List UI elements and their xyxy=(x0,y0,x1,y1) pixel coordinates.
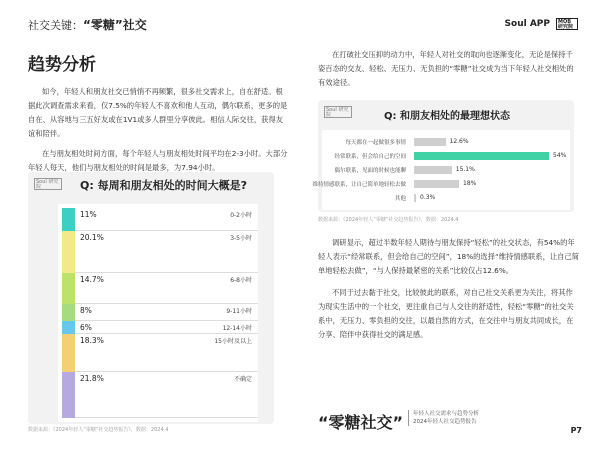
weekly-time-chart xyxy=(28,172,274,424)
right-column-bottom xyxy=(318,236,580,348)
chart-title: Q: 和朋友相处的最理想状态 xyxy=(384,111,510,122)
hbar-row-5 xyxy=(322,192,570,204)
hbar-fill xyxy=(414,152,549,160)
bar-category-label: 3-5小时 xyxy=(230,235,252,243)
bar-value-label: 20.1% xyxy=(80,233,104,243)
right-paragraph-2: 不同于过去黏于社交，比较彼此的联系，对自己社交关系更为关注，将其作为现实生活中的一个社交，更注重自己与人交往的舒适性，轻松“零糖”的社交关系中，无压力、零负担的交往，以最自然的方式，在交往中与朋友共同成长，在分享、陪伴中获得社交的满足感。 xyxy=(318,288,574,339)
page-header xyxy=(28,16,147,33)
header-suffix: 社交 xyxy=(122,18,147,32)
left-column xyxy=(28,50,290,181)
bar-category-label: 0-2小时 xyxy=(230,212,252,219)
bar-value-label: 21.8% xyxy=(80,374,104,384)
right-paragraph-1: 调研显示，超过半数年轻人期待与朋友保持“轻松”的社交状态，有54%的年轻人表示“经常联系，但会给自己的空间”，18%的选择“维持情感联系，让自己简单地轻松去做”，“与人保持最紧密的关系”比较仅占12.6%。 xyxy=(318,238,580,275)
brand-logo: MOB 研究院 xyxy=(556,18,578,30)
chart-source: 数据来源：《2024年轻人“零糖”社交趋势报告》，数据：2024.4 xyxy=(28,427,169,433)
bar-fill xyxy=(62,321,75,334)
header-prefix: 社交关键： xyxy=(28,19,83,32)
hbar-fill xyxy=(414,194,416,202)
hbar-category-label: 其他 xyxy=(394,196,406,202)
header-highlight: “零糖” xyxy=(83,18,123,32)
hbar-row-2 xyxy=(322,150,570,162)
bar-category-label: 不确定 xyxy=(233,376,252,384)
hbar-row-1 xyxy=(322,136,570,148)
hbar-value-label: 18% xyxy=(463,180,477,187)
hbar-value-label: 15.1% xyxy=(455,166,475,173)
footer-desc-line-1: 年轻人社交需求与趋势分析 xyxy=(413,411,480,417)
header-brand xyxy=(505,18,578,30)
hbar-category-label: 每天都在一起做很多事情 xyxy=(345,140,406,146)
footer-brand: “零糖社交” xyxy=(318,413,404,432)
chart-plot-area xyxy=(312,130,570,210)
bar-category-label: 12-14小时 xyxy=(222,325,252,333)
bar-divider xyxy=(75,417,258,418)
chart-logo: Soul 研究院 xyxy=(34,178,62,190)
hbar-row-3 xyxy=(322,164,570,176)
footer-desc-line-2: 2024年轻人社交趋势报告 xyxy=(413,419,477,425)
bar-fill xyxy=(62,273,75,304)
chart-title: Q: 每周和朋友相处的时间大概是? xyxy=(80,179,247,192)
right-paragraph-top: 在打破社交压抑的动力中，年轻人对社交的取向也逐渐变化，无论是保持千姿百态的交友、轻松、无压力、无负担的“零糖”社交成为当下年轻人社交相处的有效途径。 xyxy=(318,50,574,87)
hbar-row-4 xyxy=(312,178,570,190)
bar-segment-6 xyxy=(62,334,258,372)
page-number: P7 xyxy=(570,426,582,435)
hbar-value-label: 12.6% xyxy=(449,138,469,145)
bar-fill xyxy=(62,304,75,321)
bar-value-label: 6% xyxy=(80,323,92,333)
bar-fill xyxy=(62,231,75,273)
left-paragraph-1: 如今，年轻人和朋友社交已悄悄不再频繁，很多社交需求上，自在舒适。根据此次调查需求来看，仅7.5%的年轻人不喜欢和他人互动，偶尔联系，更多的是自在、从容地与三五好友或在1V1或多人群里分享彼此。相信人际交往，获得友谊和陪伴。 xyxy=(28,87,288,138)
bar-segment-3 xyxy=(62,273,258,304)
ideal-state-chart xyxy=(312,100,574,212)
footer-description xyxy=(408,410,479,426)
hbar-category-label: 偶尔联系，见面的时候也能聊 xyxy=(334,168,406,174)
bar-fill xyxy=(62,208,75,231)
hbar-value-label: 0.3% xyxy=(420,194,436,201)
bar-value-label: 14.7% xyxy=(80,275,104,285)
bar-segment-7 xyxy=(62,372,258,418)
right-column-top xyxy=(318,48,580,96)
left-paragraph-2: 在与朋友相处时间方面，每个年轻人与朋友相处时间平均在2-3小时。大部分年轻人每天，他们与朋友相处的时间是最多，为7.94小时。 xyxy=(28,149,288,172)
hbar-fill xyxy=(414,166,452,174)
chart-source: 数据来源：《2024年轻人“零糖”社交趋势报告》，数据：2024.4 xyxy=(318,217,459,223)
bar-segment-4 xyxy=(62,304,258,321)
hbar-category-label: 维持情感联系，让自己简单地轻松去做 xyxy=(312,182,406,188)
bar-segment-2 xyxy=(62,231,258,273)
bar-fill xyxy=(62,372,75,418)
bar-value-label: 8% xyxy=(80,306,92,316)
chart-logo: Soul 研究院 xyxy=(324,106,352,118)
hbar-category-label: 经常联系，但会给自己的空间 xyxy=(334,154,406,160)
hbar-value-label: 54% xyxy=(553,152,567,159)
brand-name: Soul APP xyxy=(504,19,550,29)
bar-category-label: 6-8小时 xyxy=(230,277,252,285)
hbar-fill xyxy=(414,138,446,146)
bar-category-label: 9-11小时 xyxy=(226,308,252,316)
bar-value-label: 11% xyxy=(80,210,97,219)
hbar-fill xyxy=(414,180,459,188)
bar-segment-5 xyxy=(62,321,258,334)
bar-segment-1 xyxy=(62,208,258,231)
bar-category-label: 15小时及以上 xyxy=(214,337,252,345)
section-title: 趋势分析 xyxy=(28,55,96,75)
bar-fill xyxy=(62,334,75,372)
bar-value-label: 18.3% xyxy=(80,335,104,345)
